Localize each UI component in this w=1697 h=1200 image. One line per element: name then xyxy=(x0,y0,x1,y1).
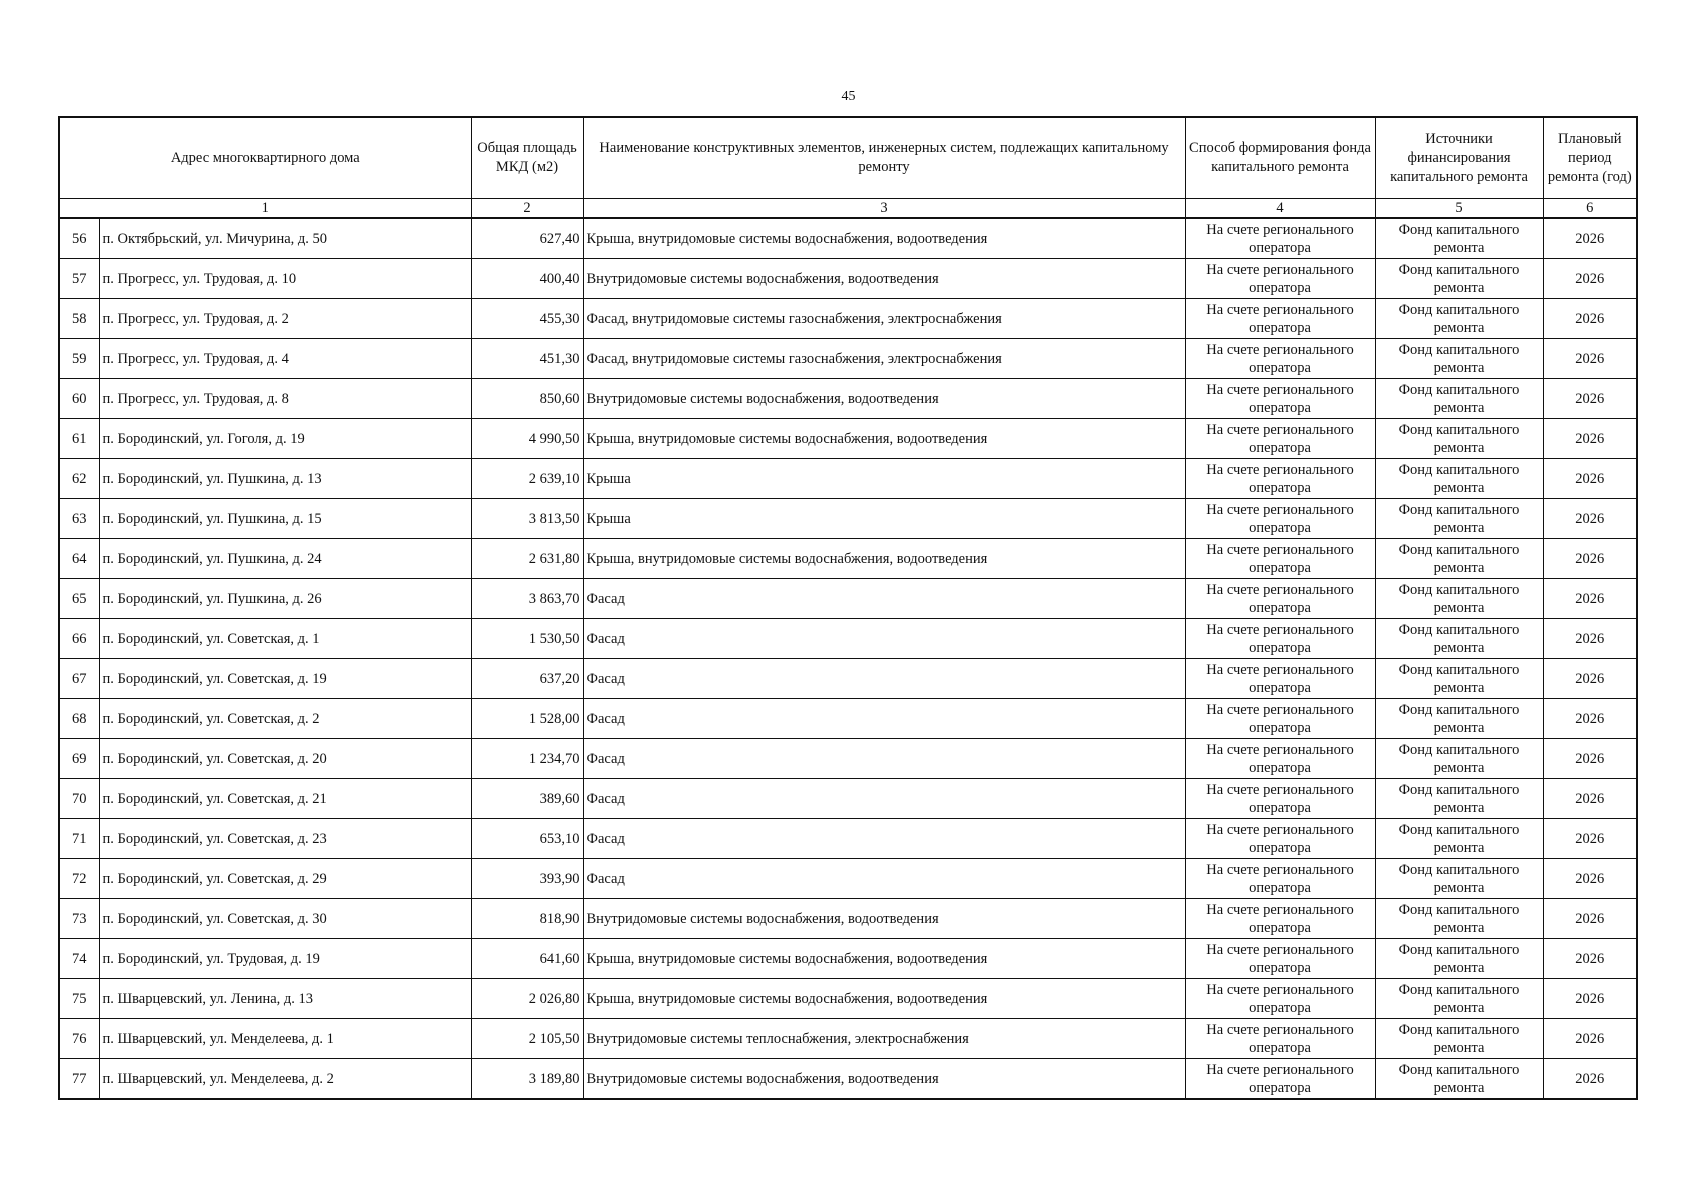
row-source: Фонд капитального ремонта xyxy=(1375,979,1543,1019)
header-sources: Источники финансирования капитального ремонта xyxy=(1375,117,1543,199)
column-number: 2 xyxy=(471,199,583,219)
row-number: 76 xyxy=(59,1019,99,1059)
row-elements: Фасад xyxy=(583,619,1185,659)
row-year: 2026 xyxy=(1543,939,1637,979)
row-year: 2026 xyxy=(1543,659,1637,699)
table-row xyxy=(59,859,1637,899)
table-row xyxy=(59,459,1637,499)
row-address: п. Бородинский, ул. Гоголя, д. 19 xyxy=(99,419,471,459)
row-number: 61 xyxy=(59,419,99,459)
row-elements: Фасад xyxy=(583,779,1185,819)
row-elements: Внутридомовые системы водоснабжения, водоотведения xyxy=(583,259,1185,299)
row-method: На счете регионального оператора xyxy=(1185,339,1375,379)
row-year: 2026 xyxy=(1543,819,1637,859)
row-year: 2026 xyxy=(1543,579,1637,619)
row-address: п. Прогресс, ул. Трудовая, д. 4 xyxy=(99,339,471,379)
row-elements: Фасад, внутридомовые системы газоснабжения, электроснабжения xyxy=(583,299,1185,339)
header-method: Способ формирования фонда капитального ремонта xyxy=(1185,117,1375,199)
row-number: 64 xyxy=(59,539,99,579)
row-year: 2026 xyxy=(1543,619,1637,659)
row-year: 2026 xyxy=(1543,1019,1637,1059)
row-source: Фонд капитального ремонта xyxy=(1375,859,1543,899)
row-source: Фонд капитального ремонта xyxy=(1375,339,1543,379)
row-area: 2 639,10 xyxy=(471,459,583,499)
row-number: 77 xyxy=(59,1059,99,1100)
row-year: 2026 xyxy=(1543,859,1637,899)
row-method: На счете регионального оператора xyxy=(1185,499,1375,539)
row-area: 818,90 xyxy=(471,899,583,939)
row-address: п. Бородинский, ул. Советская, д. 19 xyxy=(99,659,471,699)
table-row xyxy=(59,659,1637,699)
header-address: Адрес многоквартирного дома xyxy=(59,117,471,199)
row-area: 637,20 xyxy=(471,659,583,699)
row-method: На счете регионального оператора xyxy=(1185,218,1375,259)
row-number: 60 xyxy=(59,379,99,419)
row-source: Фонд капитального ремонта xyxy=(1375,619,1543,659)
row-address: п. Прогресс, ул. Трудовая, д. 2 xyxy=(99,299,471,339)
row-source: Фонд капитального ремонта xyxy=(1375,379,1543,419)
table-header-row xyxy=(59,117,1637,199)
repair-schedule-table xyxy=(58,116,1638,1100)
column-number: 5 xyxy=(1375,199,1543,219)
row-method: На счете регионального оператора xyxy=(1185,539,1375,579)
header-period: Плановый период ремонта (год) xyxy=(1543,117,1637,199)
row-elements: Внутридомовые системы теплоснабжения, электроснабжения xyxy=(583,1019,1185,1059)
row-year: 2026 xyxy=(1543,499,1637,539)
table-row xyxy=(59,819,1637,859)
table-row xyxy=(59,259,1637,299)
row-address: п. Бородинский, ул. Советская, д. 23 xyxy=(99,819,471,859)
row-method: На счете регионального оператора xyxy=(1185,1019,1375,1059)
row-area: 850,60 xyxy=(471,379,583,419)
row-area: 1 530,50 xyxy=(471,619,583,659)
row-source: Фонд капитального ремонта xyxy=(1375,259,1543,299)
row-elements: Внутридомовые системы водоснабжения, водоотведения xyxy=(583,899,1185,939)
row-elements: Крыша, внутридомовые системы водоснабжения, водоотведения xyxy=(583,939,1185,979)
row-method: На счете регионального оператора xyxy=(1185,579,1375,619)
row-method: На счете регионального оператора xyxy=(1185,779,1375,819)
row-method: На счете регионального оператора xyxy=(1185,379,1375,419)
row-year: 2026 xyxy=(1543,299,1637,339)
row-source: Фонд капитального ремонта xyxy=(1375,819,1543,859)
row-area: 2 105,50 xyxy=(471,1019,583,1059)
row-address: п. Прогресс, ул. Трудовая, д. 8 xyxy=(99,379,471,419)
row-area: 1 528,00 xyxy=(471,699,583,739)
table-row xyxy=(59,1059,1637,1100)
row-year: 2026 xyxy=(1543,419,1637,459)
row-method: На счете регионального оператора xyxy=(1185,619,1375,659)
row-source: Фонд капитального ремонта xyxy=(1375,699,1543,739)
row-area: 389,60 xyxy=(471,779,583,819)
row-method: На счете регионального оператора xyxy=(1185,299,1375,339)
table-row xyxy=(59,739,1637,779)
row-source: Фонд капитального ремонта xyxy=(1375,579,1543,619)
row-elements: Фасад xyxy=(583,659,1185,699)
row-source: Фонд капитального ремонта xyxy=(1375,899,1543,939)
row-year: 2026 xyxy=(1543,779,1637,819)
row-elements: Крыша, внутридомовые системы водоснабжения, водоотведения xyxy=(583,419,1185,459)
row-elements: Крыша xyxy=(583,499,1185,539)
row-year: 2026 xyxy=(1543,218,1637,259)
row-address: п. Шварцевский, ул. Менделеева, д. 1 xyxy=(99,1019,471,1059)
row-elements: Фасад, внутридомовые системы газоснабжения, электроснабжения xyxy=(583,339,1185,379)
table-row xyxy=(59,499,1637,539)
table-row xyxy=(59,579,1637,619)
row-number: 67 xyxy=(59,659,99,699)
row-year: 2026 xyxy=(1543,379,1637,419)
row-source: Фонд капитального ремонта xyxy=(1375,218,1543,259)
table-row xyxy=(59,218,1637,259)
table-row xyxy=(59,779,1637,819)
row-year: 2026 xyxy=(1543,339,1637,379)
table-row xyxy=(59,379,1637,419)
row-address: п. Бородинский, ул. Пушкина, д. 24 xyxy=(99,539,471,579)
row-address: п. Бородинский, ул. Советская, д. 21 xyxy=(99,779,471,819)
row-year: 2026 xyxy=(1543,1059,1637,1100)
row-area: 641,60 xyxy=(471,939,583,979)
row-area: 3 863,70 xyxy=(471,579,583,619)
row-elements: Фасад xyxy=(583,739,1185,779)
row-address: п. Шварцевский, ул. Ленина, д. 13 xyxy=(99,979,471,1019)
row-area: 627,40 xyxy=(471,218,583,259)
row-year: 2026 xyxy=(1543,739,1637,779)
row-source: Фонд капитального ремонта xyxy=(1375,659,1543,699)
row-source: Фонд капитального ремонта xyxy=(1375,1059,1543,1100)
row-source: Фонд капитального ремонта xyxy=(1375,299,1543,339)
row-area: 3 189,80 xyxy=(471,1059,583,1100)
table-row xyxy=(59,899,1637,939)
row-address: п. Бородинский, ул. Советская, д. 30 xyxy=(99,899,471,939)
row-area: 400,40 xyxy=(471,259,583,299)
column-number-row xyxy=(59,199,1637,219)
row-address: п. Бородинский, ул. Пушкина, д. 26 xyxy=(99,579,471,619)
row-number: 59 xyxy=(59,339,99,379)
row-number: 74 xyxy=(59,939,99,979)
row-number: 71 xyxy=(59,819,99,859)
column-number: 6 xyxy=(1543,199,1637,219)
row-year: 2026 xyxy=(1543,539,1637,579)
column-number: 3 xyxy=(583,199,1185,219)
row-area: 2 026,80 xyxy=(471,979,583,1019)
row-area: 3 813,50 xyxy=(471,499,583,539)
row-elements: Фасад xyxy=(583,699,1185,739)
row-address: п. Бородинский, ул. Советская, д. 29 xyxy=(99,859,471,899)
column-number: 1 xyxy=(59,199,471,219)
row-area: 1 234,70 xyxy=(471,739,583,779)
row-elements: Внутридомовые системы водоснабжения, водоотведения xyxy=(583,1059,1185,1100)
row-method: На счете регионального оператора xyxy=(1185,659,1375,699)
row-source: Фонд капитального ремонта xyxy=(1375,779,1543,819)
row-elements: Крыша, внутридомовые системы водоснабжения, водоотведения xyxy=(583,979,1185,1019)
row-source: Фонд капитального ремонта xyxy=(1375,499,1543,539)
row-year: 2026 xyxy=(1543,699,1637,739)
row-method: На счете регионального оператора xyxy=(1185,859,1375,899)
table-row xyxy=(59,699,1637,739)
row-number: 69 xyxy=(59,739,99,779)
column-number: 4 xyxy=(1185,199,1375,219)
row-source: Фонд капитального ремонта xyxy=(1375,539,1543,579)
row-address: п. Бородинский, ул. Трудовая, д. 19 xyxy=(99,939,471,979)
row-elements: Фасад xyxy=(583,819,1185,859)
row-source: Фонд капитального ремонта xyxy=(1375,939,1543,979)
row-area: 653,10 xyxy=(471,819,583,859)
header-area: Общая площадь МКД (м2) xyxy=(471,117,583,199)
row-method: На счете регионального оператора xyxy=(1185,979,1375,1019)
row-source: Фонд капитального ремонта xyxy=(1375,459,1543,499)
row-address: п. Бородинский, ул. Советская, д. 2 xyxy=(99,699,471,739)
row-elements: Внутридомовые системы водоснабжения, водоотведения xyxy=(583,379,1185,419)
row-method: На счете регионального оператора xyxy=(1185,699,1375,739)
row-method: На счете регионального оператора xyxy=(1185,899,1375,939)
page-number: 45 xyxy=(841,89,856,104)
row-method: На счете регионального оператора xyxy=(1185,459,1375,499)
row-year: 2026 xyxy=(1543,979,1637,1019)
table-row xyxy=(59,939,1637,979)
row-method: На счете регионального оператора xyxy=(1185,259,1375,299)
row-area: 4 990,50 xyxy=(471,419,583,459)
table-row xyxy=(59,339,1637,379)
row-area: 451,30 xyxy=(471,339,583,379)
row-method: На счете регионального оператора xyxy=(1185,739,1375,779)
table-row xyxy=(59,299,1637,339)
row-address: п. Бородинский, ул. Советская, д. 1 xyxy=(99,619,471,659)
row-source: Фонд капитального ремонта xyxy=(1375,739,1543,779)
row-number: 70 xyxy=(59,779,99,819)
row-number: 56 xyxy=(59,218,99,259)
row-elements: Фасад xyxy=(583,859,1185,899)
row-number: 62 xyxy=(59,459,99,499)
table-row xyxy=(59,619,1637,659)
row-method: На счете регионального оператора xyxy=(1185,419,1375,459)
table-row xyxy=(59,979,1637,1019)
row-elements: Крыша xyxy=(583,459,1185,499)
table-body xyxy=(59,218,1637,1099)
row-address: п. Октябрьский, ул. Мичурина, д. 50 xyxy=(99,218,471,259)
row-number: 58 xyxy=(59,299,99,339)
header-elements: Наименование конструктивных элементов, инженерных систем, подлежащих капитальному ремонту xyxy=(583,117,1185,199)
row-number: 75 xyxy=(59,979,99,1019)
row-address: п. Бородинский, ул. Пушкина, д. 15 xyxy=(99,499,471,539)
row-address: п. Бородинский, ул. Советская, д. 20 xyxy=(99,739,471,779)
row-elements: Крыша, внутридомовые системы водоснабжения, водоотведения xyxy=(583,539,1185,579)
table-row xyxy=(59,539,1637,579)
row-area: 455,30 xyxy=(471,299,583,339)
row-elements: Фасад xyxy=(583,579,1185,619)
row-number: 65 xyxy=(59,579,99,619)
table-row xyxy=(59,419,1637,459)
row-address: п. Прогресс, ул. Трудовая, д. 10 xyxy=(99,259,471,299)
row-number: 57 xyxy=(59,259,99,299)
row-method: На счете регионального оператора xyxy=(1185,819,1375,859)
row-number: 73 xyxy=(59,899,99,939)
table-row xyxy=(59,1019,1637,1059)
row-year: 2026 xyxy=(1543,259,1637,299)
row-number: 66 xyxy=(59,619,99,659)
row-source: Фонд капитального ремонта xyxy=(1375,1019,1543,1059)
row-elements: Крыша, внутридомовые системы водоснабжения, водоотведения xyxy=(583,218,1185,259)
row-number: 72 xyxy=(59,859,99,899)
row-method: На счете регионального оператора xyxy=(1185,939,1375,979)
row-area: 2 631,80 xyxy=(471,539,583,579)
row-address: п. Бородинский, ул. Пушкина, д. 13 xyxy=(99,459,471,499)
row-year: 2026 xyxy=(1543,459,1637,499)
row-year: 2026 xyxy=(1543,899,1637,939)
row-number: 68 xyxy=(59,699,99,739)
row-address: п. Шварцевский, ул. Менделеева, д. 2 xyxy=(99,1059,471,1100)
row-source: Фонд капитального ремонта xyxy=(1375,419,1543,459)
row-area: 393,90 xyxy=(471,859,583,899)
row-number: 63 xyxy=(59,499,99,539)
row-method: На счете регионального оператора xyxy=(1185,1059,1375,1100)
